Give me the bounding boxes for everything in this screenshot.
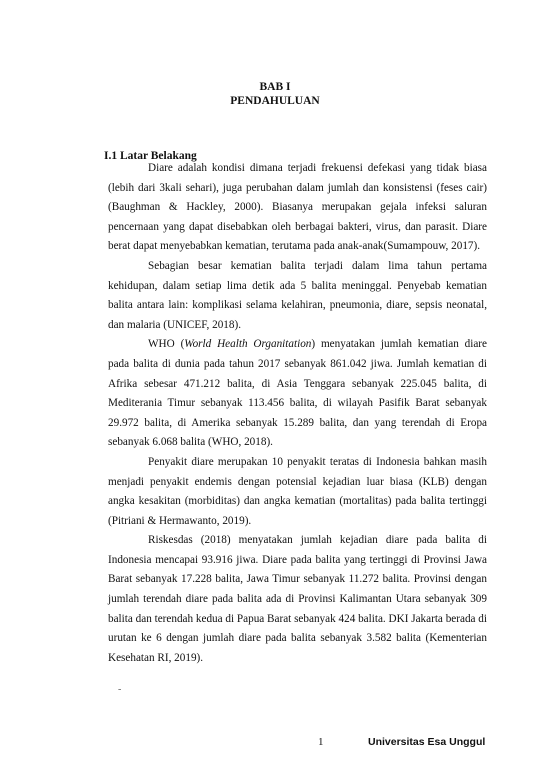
paragraph-3-pre: WHO ( [148,338,185,351]
institution-name: Universitas Esa Unggul [368,736,486,748]
footer-mark: - [118,684,122,695]
page-number: 1 [318,736,324,748]
chapter-number: BAB I [259,81,291,93]
body-text [108,159,487,668]
paragraph-1: Diare adalah kondisi dimana terjadi frekuensi defekasi yang tidak biasa (lebih dari 3kali sehari), juga perubahan dalam jumlah dan konsistensi (feses cair) (Baughman & Hackley, 2000). Biasanya merupakan gejala infeksi saluran pencernaan yang dapat disebabkan oleh berbagai bakteri, virus, dan parasit. Diare berat dapat menyebabkan kematian, terutama pada anak-anak(Sumampouw, 2017). [108,162,487,253]
chapter-title: PENDAHULUAN [230,95,320,107]
paragraph-2: Sebagian besar kematian balita terjadi dalam lima tahun pertama kehidupan, dalam setiap lima detik ada 5 balita meninggal. Penyebab kematian balita antara lain: komplikasi selama kelahiran, pneumonia, diare, sepsis neonatal, dan malaria (UNICEF, 2018). [108,259,487,331]
section-heading: I.1 Latar Belakang [104,150,197,162]
paragraph-3 [108,335,487,453]
paragraph-3-italic: World Health Organitation [184,338,312,351]
paragraph-5: Riskesdas (2018) menyatakan jumlah kejadian diare pada balita di Indonesia mencapai 93.916 jiwa. Diare pada balita yang tertinggi di Provinsi Jawa Barat sebanyak 17.228 balita, Jawa Timur sebanyak 11.272 balita. Provinsi dengan jumlah terendah diare pada balita ada di Provinsi Kalimantan Utara sebanyak 309 balita dan terendah kedua di Papua Barat sebanyak 424 balita. DKI Jakarta berada di urutan ke 6 dengan jumlah diare pada balita sebanyak 3.582 balita (Kementerian Kesehatan RI, 2019). [108,534,487,664]
paragraph-4: Penyakit diare merupakan 10 penyakit teratas di Indonesia bahkan masih menjadi penyakit endemis dengan potensial kejadian luar biasa (KLB) dengan angka kesakitan (morbiditas) dan angka kematian (mortalitas) pada balita tertinggi (Pitriani & Hermawanto, 2019). [108,455,487,527]
paragraph-3-post: ) menyatakan jumlah kematian diare pada balita di dunia pada tahun 2017 sebanyak 861.042 jiwa. Jumlah kematian di Afrika sebesar 471.212 balita, di Asia Tenggara sebanyak 225.045 balita, di Mediterania Timur sebanyak 113.456 balita, di wilayah Pasifik Barat sebanyak 29.972 balita, di Amerika sebanyak 15.289 balita, dan yang terendah di Eropa sebanyak 6.068 balita (WHO, 2018). [108,338,487,449]
